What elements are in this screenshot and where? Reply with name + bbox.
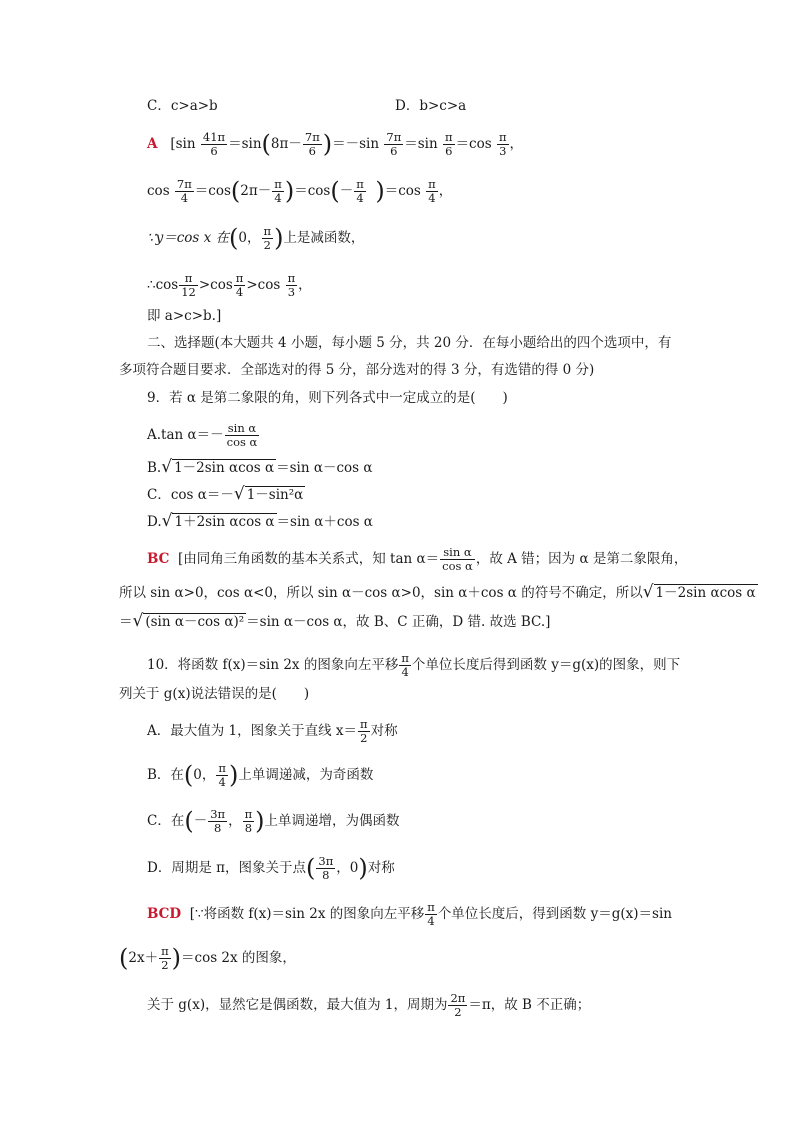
q9-answer-line3: ＝√ (sin α－cos α)² ＝sin α－cos α，故 B、C 正确，D 错. 故选 BC.] xyxy=(119,611,551,631)
q10-option-d: D．周期是 π，图象关于点( $\frac{3\pi}{8}$ ，0)对称 xyxy=(147,853,395,882)
section-heading-line2: 多项符合题目要求．全部选对的得 5 分，部分选对的得 3 分，有选错的得 0 分) xyxy=(119,362,595,378)
q9-option-c: C．cos α＝－√ 1－sin²α xyxy=(147,484,304,504)
answer-a-line1: A [sin $\frac{41\pi}{6}$ ＝sin(8π－ $\frac{7\pi}{6}$ )＝－sin $\frac{7\pi}{6}$ ＝sin $\frac{\pi}{6}$ ＝cos $\frac{\pi}{3}$ ， xyxy=(147,129,524,158)
fraction: $\frac{41\pi}{6}$ xyxy=(202,130,226,158)
option-d-prev: D．b>c>a xyxy=(395,98,467,114)
q9-option-b: B.√ 1－2sin αcos α ＝sin α－cos α xyxy=(147,457,373,477)
q9-option-a: A.tan α＝－ $\frac{\text{sin α}}{\text{cos α}}$ xyxy=(147,421,258,449)
answer-a-conclusion: 即 a>c>b.] xyxy=(147,308,222,324)
q10-answer-line1: BCD [∵将函数 f(x)＝sin 2x 的图象向左平移 $\frac{\pi}{4}$ 个单位长度后，得到函数 y＝g(x)＝sin xyxy=(147,900,672,928)
answer-mark: A xyxy=(147,136,158,152)
q10-option-a: A．最大值为 1，图象关于直线 x＝ $\frac{\pi}{2}$ 对称 xyxy=(147,717,398,745)
answer-a-line2: cos $\frac{7\pi}{4}$ ＝cos(2π－ $\frac{\pi}{4}$ )＝cos(－ $\frac{\pi}{4}$ )＝cos $\frac{\pi}{4}$ ， xyxy=(147,176,453,205)
q9-option-d: D.√ 1＋2sin αcos α ＝sin α＋cos α xyxy=(147,511,373,531)
q10-answer-line2: (2x＋ $\frac{\pi}{2}$ )＝cos 2x 的图象， xyxy=(119,943,296,972)
answer-mark: BCD xyxy=(147,906,182,922)
section-heading-line1: 二、选择题(本大题共 4 小题，每小题 5 分，共 20 分．在每小题给出的四个选项中，有 xyxy=(147,335,672,351)
q9-stem: 9．若 α 是第二象限的角，则下列各式中一定成立的是( ) xyxy=(147,390,508,406)
q10-answer-line3: 关于 g(x)，显然它是偶函数，最大值为 1，周期为 $\frac{2\pi}{2}$ ＝π，故 B 不正确； xyxy=(147,991,591,1019)
q10-option-c: C．在(－ $\frac{3\pi}{8}$ ， $\frac{\pi}{8}$ )上单调递增，为偶函数 xyxy=(147,806,400,835)
option-c-prev: C．c>a>b xyxy=(147,98,218,114)
answer-mark: BC xyxy=(147,551,170,567)
answer-a-line4: ∴cos $\frac{\pi}{12}$ >cos $\frac{\pi}{4}$ >cos $\frac{\pi}{3}$ ， xyxy=(147,271,312,299)
answer-a-line3: ∵y＝cos x 在(0， $\frac{\pi}{2}$ )上是减函数， xyxy=(147,223,365,252)
q9-answer-line2: 所以 sin α>0，cos α<0，所以 sin α－cos α>0，sin α＋cos α 的符号不确定，所以√ 1－2sin αcos α xyxy=(119,582,756,602)
q9-answer-line1: BC [由同角三角函数的基本关系式，知 tan α＝ $\frac{\text{sin α}}{\text{cos α}}$ ，故 A 错；因为 α 是第二象限角， xyxy=(147,545,688,573)
q10-stem-line2: 列关于 g(x)说法错误的是( ) xyxy=(119,686,310,702)
q10-option-b: B．在(0， $\frac{\pi}{4}$ )上单调递减，为奇函数 xyxy=(147,760,374,789)
q10-stem-line1: 10．将函数 f(x)＝sin 2x 的图象向左平移 $\frac{\pi}{4}$ 个单位长度后得到函数 y＝g(x)的图象，则下 xyxy=(147,651,681,679)
